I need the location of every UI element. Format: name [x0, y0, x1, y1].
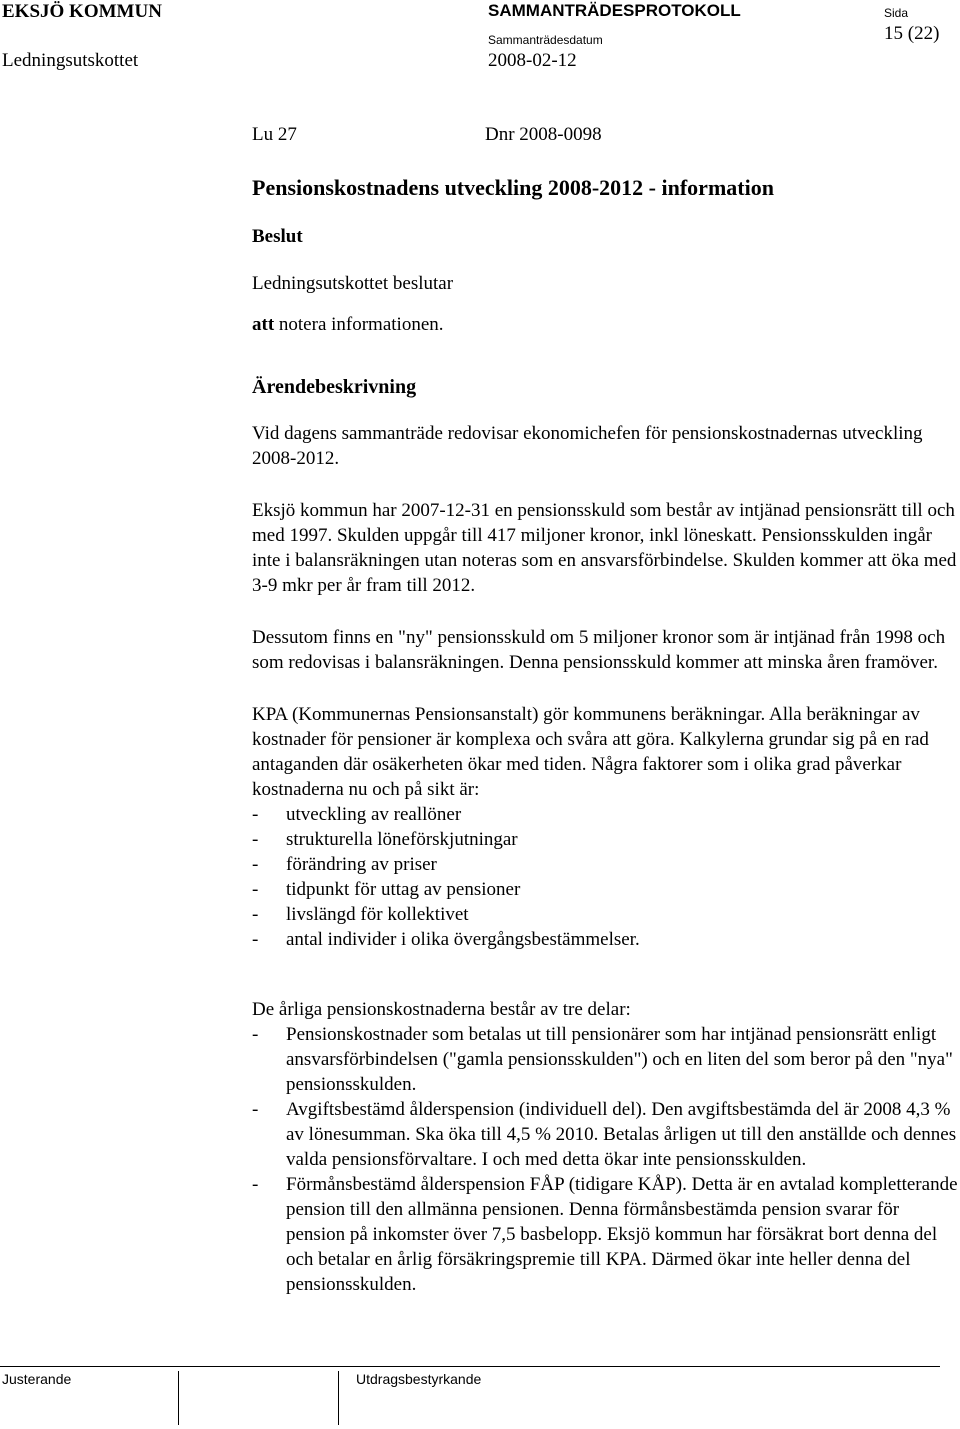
parts-intro: De årliga pensionskostnaderna består av tre delar:	[252, 999, 631, 1020]
factor-item: - tidpunkt för uttag av pensioner	[252, 877, 960, 902]
cost-parts-list	[252, 1022, 960, 1297]
factor-list	[252, 802, 960, 952]
decision-att: att	[252, 314, 275, 335]
factor-item: - livslängd för kollektivet	[252, 902, 960, 927]
utdragsbestyrkande-label: Utdragsbestyrkande	[356, 1371, 482, 1387]
signature-divider	[178, 1371, 179, 1425]
factor-item: - utveckling av reallöner	[252, 802, 960, 827]
decision-text	[252, 312, 960, 337]
diary-number: Dnr 2008-0098	[485, 124, 602, 145]
section-number: Lu 27	[252, 124, 297, 145]
document-body	[252, 122, 960, 1297]
description-paragraph: KPA (Kommunernas Pensionsanstalt) gör kommunens beräkningar. Alla beräkningar av kostnader för pensioner är komplexa och svåra att göra. Kalkylerna grundar sig på en rad antaganden där osäkerheten ökar med tiden. Några faktorer som i olika grad påverkar kostnaderna nu och på sikt är:	[252, 704, 929, 800]
factor-item: - antal individer i olika övergångsbestämmelser.	[252, 927, 960, 952]
factor-item: - förändring av priser	[252, 852, 960, 877]
meeting-date-label: Sammanträdesdatum	[488, 33, 603, 47]
item-reference	[252, 122, 960, 147]
organization-name: EKSJÖ KOMMUN	[2, 1, 162, 22]
document-type: SAMMANTRÄDESPROTOKOLL	[488, 1, 741, 20]
signature-divider	[338, 1371, 339, 1425]
item-title: Pensionskostnadens utveckling 2008-2012 - information	[252, 175, 774, 200]
description-paragraph: Eksjö kommun har 2007-12-31 en pensionsskuld som består av intjänad pensionsrätt till och med 1997. Skulden uppgår till 417 miljoner kronor, inkl löneskatt. Pensionsskulden ingår inte i balansräkningen utan noteras som en ansvarsförbindelse. Skulden kommer att öka med 3-9 mkr per år fram till 2012.	[252, 500, 957, 596]
description-paragraph: Vid dagens sammanträde redovisar ekonomichefen för pensionskostnadernas utveckling 2008-2012.	[252, 423, 923, 469]
footer-divider	[0, 1366, 940, 1367]
factor-item: - strukturella löneförskjutningar	[252, 827, 960, 852]
page-number: 15 (22)	[884, 23, 940, 44]
description-paragraph: Dessutom finns en "ny" pensionsskuld om 5 miljoner kronor som är intjänad från 1998 och som redovisas i balansräkningen. Denna pensionsskuld kommer att minska åren framöver.	[252, 627, 946, 673]
justerande-label: Justerande	[2, 1371, 72, 1387]
meeting-date: 2008-02-12	[488, 50, 577, 71]
page-label: Sida	[884, 6, 909, 20]
cost-part-item: - Pensionskostnader som betalas ut till pensionärer som har intjänad pensionsrätt enligt ansvarsförbindelsen ("gamla pensionsskulden") och en liten del som beror på den "nya" pensionsskulden.	[252, 1022, 960, 1097]
cost-part-item: - Avgiftsbestämd ålderspension (individuell del). Den avgiftsbestämda del är 2008 4,3 % av lönesumman. Ska öka till 4,5 % 2010. Betalas årligen ut till den anställde och dennes valda pensionsförvaltare. I och med detta ökar inte pensionsskulden.	[252, 1097, 960, 1172]
decision-intro: Ledningsutskottet beslutar	[252, 273, 454, 294]
decision-heading: Beslut	[252, 226, 303, 247]
decision-body: notera informationen.	[274, 314, 444, 335]
committee-name: Ledningsutskottet	[2, 50, 139, 71]
description-heading: Ärendebeskrivning	[252, 376, 417, 398]
cost-part-item: - Förmånsbestämd ålderspension FÅP (tidigare KÅP). Detta är en avtalad kompletterande pension till den allmänna pensionen. Denna förmånsbestämda pension svarar för pension på inkomster över 7,5 basbelopp. Eksjö kommun har försäkrat bort denna del och betalar en årlig försäkringspremie till KPA. Därmed ökar inte heller denna del pensionsskulden.	[252, 1172, 960, 1297]
